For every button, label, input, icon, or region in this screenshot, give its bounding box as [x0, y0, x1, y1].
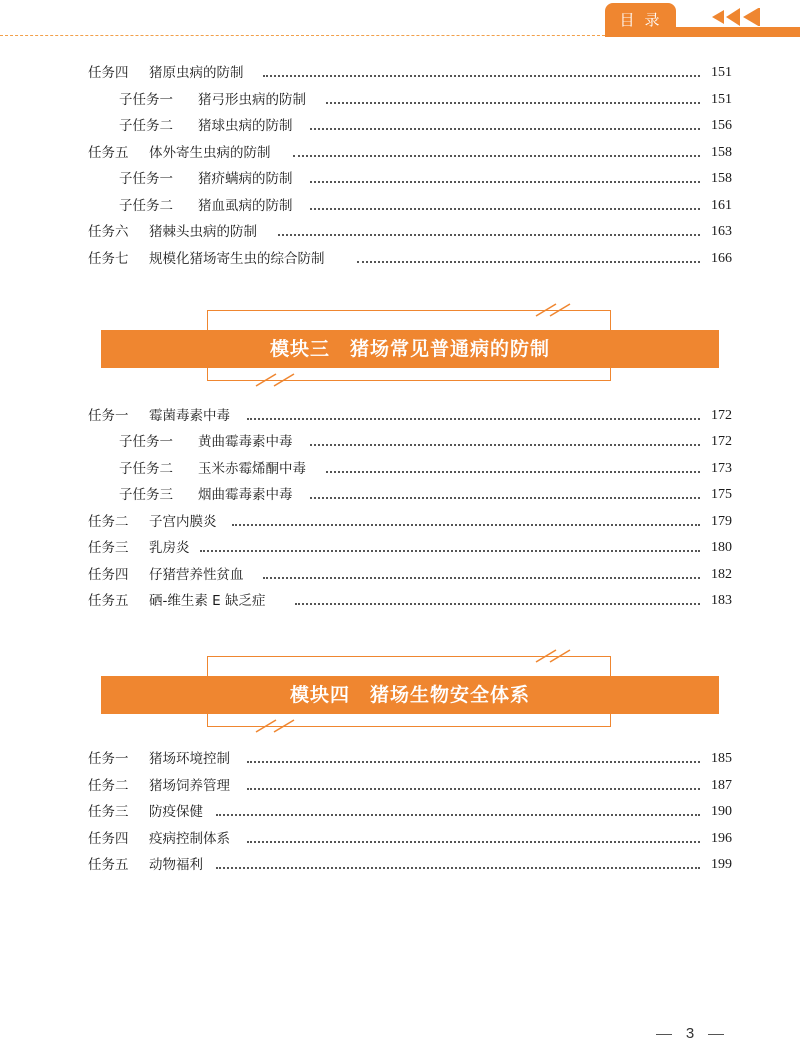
toc-entry[interactable] [0, 565, 800, 585]
toc-entry-title: 猪原虫病的防制 [149, 65, 244, 81]
toc-entry-page: 151 [711, 65, 732, 80]
toc-entry-label: 子任务一 [119, 171, 173, 187]
toc-entry[interactable] [0, 591, 800, 611]
toc-entry[interactable] [0, 485, 800, 505]
toc-leader-dots [247, 761, 700, 763]
toc-entry-label: 子任务二 [119, 461, 173, 477]
toc-entry-title: 猪弓形虫病的防制 [198, 92, 306, 108]
toc-leader-dots [310, 497, 700, 499]
toc-entry-title: 体外寄生虫病的防制 [149, 145, 271, 161]
toc-entry[interactable] [0, 776, 800, 796]
toc-entry-label: 任务三 [88, 804, 129, 820]
toc-entry-title: 猪疥螨病的防制 [198, 171, 293, 187]
toc-entry-page: 182 [711, 567, 732, 582]
toc-entry-label: 任务六 [88, 224, 129, 240]
toc-entry[interactable] [0, 459, 800, 479]
toc-entry-title: 硒-维生素 E 缺乏症 [149, 593, 266, 609]
toc-entry[interactable] [0, 169, 800, 189]
toc-leader-dots [232, 524, 700, 526]
toc-entry-page: 172 [711, 408, 732, 423]
toc-entry[interactable] [0, 749, 800, 769]
toc-leader-dots [278, 234, 700, 236]
toc-entry-label: 任务二 [88, 778, 129, 794]
toc-entry-label: 任务七 [88, 251, 129, 267]
module-title: 模块四 猪场生物安全体系 [289, 684, 530, 706]
toc-entry-page: 158 [711, 171, 732, 186]
toc-entry-label: 任务五 [88, 145, 129, 161]
toc-entry[interactable] [0, 90, 800, 110]
toc-entry-page: 172 [711, 434, 732, 449]
toc-leader-dots [326, 102, 700, 104]
toc-entry[interactable] [0, 802, 800, 822]
toc-leader-dots [310, 208, 700, 210]
toc-leader-dots [357, 261, 700, 263]
double-slash-ornament-icon [530, 649, 586, 663]
module-banner [0, 656, 800, 736]
toc-entry-label: 子任务三 [119, 487, 173, 503]
toc-entry-title: 子宫内膜炎 [149, 514, 217, 530]
toc-leader-dots [293, 155, 700, 157]
toc-entry-title: 猪场饲养管理 [149, 778, 230, 794]
double-slash-ornament-icon [250, 373, 306, 387]
toc-entry-page: 187 [711, 778, 732, 793]
toc-leader-dots [310, 128, 700, 130]
toc-entry-label: 子任务一 [119, 434, 173, 450]
toc-entry[interactable] [0, 432, 800, 452]
toc-entry-title: 仔猪营养性贫血 [149, 567, 244, 583]
toc-entry-label: 任务四 [88, 567, 129, 583]
toc-leader-dots [295, 603, 700, 605]
toc-leader-dots [310, 181, 700, 183]
toc-entry-title: 霉菌毒素中毒 [149, 408, 230, 424]
toc-entry-title: 疫病控制体系 [149, 831, 230, 847]
toc-entry-page: 185 [711, 751, 732, 766]
toc-leader-dots [247, 788, 700, 790]
toc-entry-page: 175 [711, 487, 732, 502]
toc-entry-label: 子任务二 [119, 118, 173, 134]
module-title: 模块三 猪场常见普通病的防制 [269, 338, 550, 360]
toc-entry[interactable] [0, 829, 800, 849]
toc-entry-label: 任务二 [88, 514, 129, 530]
triple-left-arrow-icon [712, 8, 764, 26]
toc-entry[interactable] [0, 512, 800, 532]
toc-entry-label: 子任务二 [119, 198, 173, 214]
toc-entry-title: 防疫保健 [149, 804, 203, 820]
toc-entry-title: 规模化猪场寄生虫的综合防制 [149, 251, 325, 267]
toc-entry-label: 任务四 [88, 65, 129, 81]
toc-entry[interactable] [0, 196, 800, 216]
toc-entry-label: 任务五 [88, 857, 129, 873]
toc-entry[interactable] [0, 249, 800, 269]
toc-entry[interactable] [0, 406, 800, 426]
header-dashed-rule [0, 35, 605, 36]
toc-entry-title: 猪球虫病的防制 [198, 118, 293, 134]
toc-leader-dots [263, 577, 700, 579]
toc-entry-title: 猪血虱病的防制 [198, 198, 293, 214]
toc-leader-dots [216, 867, 700, 869]
toc-entry-title: 乳房炎 [149, 540, 190, 556]
toc-entry-page: 156 [711, 118, 732, 133]
toc-header-tab: 目录 [605, 3, 676, 35]
toc-leader-dots [200, 550, 700, 552]
toc-entry[interactable] [0, 63, 800, 83]
toc-entry-page: 158 [711, 145, 732, 160]
toc-entry-title: 动物福利 [149, 857, 203, 873]
toc-entry-label: 任务五 [88, 593, 129, 609]
toc-leader-dots [310, 444, 700, 446]
page-number: 3 [652, 1024, 728, 1044]
toc-entry-label: 子任务一 [119, 92, 173, 108]
toc-entry-title: 烟曲霉毒素中毒 [198, 487, 293, 503]
toc-entry-page: 173 [711, 461, 732, 476]
toc-entry-page: 161 [711, 198, 732, 213]
toc-entry-page: 163 [711, 224, 732, 239]
toc-leader-dots [247, 841, 700, 843]
toc-entry-title: 玉米赤霉烯酮中毒 [198, 461, 306, 477]
toc-entry-label: 任务一 [88, 408, 129, 424]
toc-entry-title: 黄曲霉毒素中毒 [198, 434, 293, 450]
toc-entry[interactable] [0, 116, 800, 136]
toc-entry-label: 任务三 [88, 540, 129, 556]
toc-entry-label: 任务四 [88, 831, 129, 847]
toc-entry-page: 179 [711, 514, 732, 529]
toc-entry[interactable] [0, 222, 800, 242]
toc-leader-dots [263, 75, 700, 77]
toc-leader-dots [216, 814, 700, 816]
toc-entry-page: 199 [711, 857, 732, 872]
toc-entry-title: 猪场环境控制 [149, 751, 230, 767]
toc-entry[interactable] [0, 143, 800, 163]
header-accent-strip [676, 27, 800, 35]
toc-entry-page: 196 [711, 831, 732, 846]
toc-entry[interactable] [0, 855, 800, 875]
toc-entry-page: 151 [711, 92, 732, 107]
toc-entry-title: 猪棘头虫病的防制 [149, 224, 257, 240]
toc-entry-page: 190 [711, 804, 732, 819]
toc-entry-label: 任务一 [88, 751, 129, 767]
toc-entry[interactable] [0, 538, 800, 558]
toc-entry-page: 180 [711, 540, 732, 555]
module-banner [0, 310, 800, 390]
double-slash-ornament-icon [530, 303, 586, 317]
double-slash-ornament-icon [250, 719, 306, 733]
toc-leader-dots [326, 471, 700, 473]
toc-entry-page: 166 [711, 251, 732, 266]
toc-leader-dots [247, 418, 700, 420]
toc-entry-page: 183 [711, 593, 732, 608]
